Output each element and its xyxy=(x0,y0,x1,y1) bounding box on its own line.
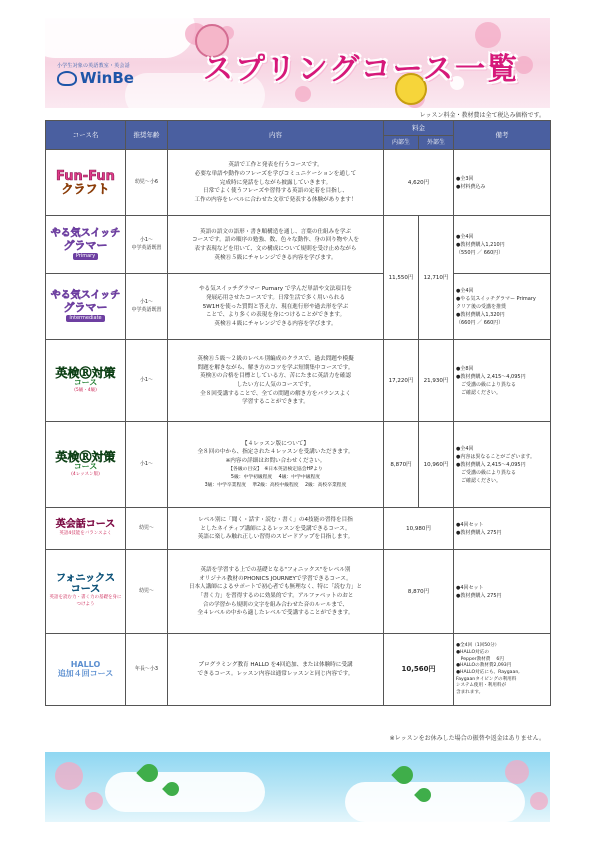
fee-external-cell: 10,960円 xyxy=(419,422,454,508)
course-level-tag: 英語4技能をバランスよく xyxy=(59,530,112,536)
fee-external-cell: 21,930円 xyxy=(419,340,454,422)
remarks-cell: ●全4回 ●教材費購入1,210円 （550円 ／ 660円） xyxy=(454,216,551,274)
course-level-tag: 英語を読む力・書く力の基礎を身につけよう xyxy=(49,595,122,608)
remarks-cell: ●全4回 ●やる気スイッチグラマー Primary クリア後の受講を推奨 ●教材費購入1,320円 （660円 ／ 660円） xyxy=(454,274,551,340)
table-row xyxy=(46,422,551,508)
content-cell xyxy=(168,422,384,508)
grade-item: 準2級：高校中級程度 xyxy=(252,482,299,488)
course-name-cell xyxy=(46,508,126,550)
cloud-decoration xyxy=(45,18,195,58)
course-name-cell xyxy=(46,150,126,216)
cherry-blossom-icon xyxy=(55,762,83,790)
table-row xyxy=(46,508,551,550)
cherry-blossom-icon xyxy=(295,86,311,102)
content-cell: 英語で工作と発表を行うコースです。 必要な単語や動作のフレーズを学びコミュニケーションを通して 完成時に発話をしながら披露していきます。 日常でよく使うフレーズや習得する英語の定着を目指し、 工作の内容をレベルに合わせた文章で発表する体験があります！ xyxy=(168,150,384,216)
cherry-blossom-icon xyxy=(505,760,529,784)
fee-cell: 4,620円 xyxy=(384,150,454,216)
course-name-cell xyxy=(46,634,126,706)
table-row xyxy=(46,216,551,274)
course-name-cell xyxy=(46,340,126,422)
course-level-tag: Primary xyxy=(73,253,98,261)
price-note: レッスン料金・教材費は全て税込み価格です。 xyxy=(419,112,545,119)
col-fee-header: 料金 xyxy=(384,121,454,136)
fee-member-cell: 11,550円 xyxy=(384,216,419,340)
course-name-line2: コース xyxy=(73,462,98,472)
course-name-line1: Fun-Fun xyxy=(56,168,115,184)
table-row xyxy=(46,550,551,634)
cloud-decoration xyxy=(105,772,265,812)
table-row xyxy=(46,274,551,340)
col-course-header: コース名 xyxy=(46,121,126,150)
grade-item: 3級：中学卒業程度 xyxy=(204,482,247,488)
course-name-line2: グラマー xyxy=(63,238,108,252)
age-cell: 年長～小3 xyxy=(126,634,168,706)
course-level-tag: (4レッスン版) xyxy=(71,471,100,477)
fee-cell: 10,560円 xyxy=(384,634,454,706)
cloud-decoration xyxy=(345,782,525,822)
brand-logo xyxy=(57,62,134,87)
fee-member-cell: 8,870円 xyxy=(384,422,419,508)
age-cell: 幼児～ xyxy=(126,550,168,634)
age-cell: 小1～ xyxy=(126,340,168,422)
col-remarks-header: 備考 xyxy=(454,121,551,150)
age-cell: 小1～ 中学英語既習 xyxy=(126,274,168,340)
age-cell: 小1～ 中学英語既習 xyxy=(126,216,168,274)
remarks-cell: ●4回セット ●教材費購入 275円 xyxy=(454,550,551,634)
course-name-line2: 追加４回コース xyxy=(57,668,114,678)
grades-title: 【各級の目安】 ※日本英語検定協会HPより xyxy=(228,466,323,472)
fee-member-cell: 17,220円 xyxy=(384,340,419,422)
course-name-line1: HALLO xyxy=(70,660,101,670)
cherry-blossom-icon xyxy=(85,792,103,810)
table-header-row xyxy=(46,121,551,136)
col-content-header: 内容 xyxy=(168,121,384,150)
remarks-cell: ●4回セット ●教材費購入 275円 xyxy=(454,508,551,550)
age-cell: 幼児～ xyxy=(126,508,168,550)
course-name-line1: 英検Ⓡ対策 xyxy=(55,365,116,380)
course-table xyxy=(45,120,551,706)
page-title: スプリングコース一覧 xyxy=(203,52,520,87)
course-name-line2: グラマー xyxy=(63,300,108,314)
fee-external-cell: 12,710円 xyxy=(419,216,454,340)
grade-item: 5級：中学初級程度 xyxy=(230,474,273,480)
course-name-line1: やる気スイッチ xyxy=(50,228,121,240)
content-cell: 英語を学習する上での基礎となる"フォニックス"をレベル別 オリジナル教材のPHONICS JOURNEYで学習できるコース。 日本人講師によるサポートで初心者でも無理なく、特に「読む力」と 「書く力」を習得するのに効果的です。アルファベットのおと 合の学習から規則の文字を組み合わせた音のルールまで、 全４レベルの中から適したレベルで受講することができます。 xyxy=(168,550,384,634)
course-name-line1: 英検Ⓡ対策 xyxy=(55,449,116,464)
course-name-line2: クラフト xyxy=(61,182,110,197)
course-name-line1: 英会話コース xyxy=(55,519,116,531)
course-name-cell xyxy=(46,274,126,340)
content-cell: やる気スイッチグラマー Pumary で学んだ単語や文法項目を 発展応用させたコースです。日常生活で多く用いられる 5W1Hを使った質問と答え方、現在進行形や過去形を学ぶ ことで、より多くの表現を身につけることができます。 英検Ⓡ４級にチャレンジできる内容を学びます。 xyxy=(168,274,384,340)
course-name-line2: コース xyxy=(70,583,101,595)
remarks-cell: ●全4回（1回50分） ●HALLO対応の Pepper教材費 6円 ●HALLOの教材費2,093円 ●HALLO対応にも、Raygaan, Faygaanタイピングの利用料 システム使用・利用料が 含まれます。 xyxy=(454,634,551,706)
content-text: 全８回の中から、指定された４レッスンを受講いただきます。 ※内容の詳細はお問い合わせください。 xyxy=(197,449,354,464)
col-fee-external-header: 外部生 xyxy=(419,136,454,150)
table-row xyxy=(46,340,551,422)
content-cell: 英語の語文の語形・書き順構造を通し、言葉の仕組みを学ぶ コースです。語の順序の勉強、数、色々な動作、身の回り物や人を 表す表現などを用いて、文の構成について規則を受け止めながら 英検Ⓡ５級にチャレンジできる内容を学びます。 xyxy=(168,216,384,274)
remarks-cell: ●全8回 ●教材費購入 2,415～4,095円 ご受講の級により異なる ご確認ください。 xyxy=(454,340,551,422)
grades-list xyxy=(170,474,381,490)
content-cell: レベル別に「聞く・話す・読む・書く」の4技能の習得を目指 としたネイティブ講師によるレッスンを受講できるコース。 英語に楽しみ触れ正しい習得のスピードアップを目指します。 xyxy=(168,508,384,550)
content-cell: 英検Ⓡ５級～２級のレベル別編成のクラスで、過去問題や模擬 問題を解きながら、解き方のコツを学ぶ短期集中コースです。 英検Ⓡの合格を目標としている方、苦にたまに英語力を確認 したい方に人気のコースです。 全８回受講することで、全ての問題の解き方をバランスよく 学習することができます。 xyxy=(168,340,384,422)
course-name-cell xyxy=(46,550,126,634)
grade-item: 2級：高校卒業程度 xyxy=(304,482,347,488)
col-age-header: 推奨年齢 xyxy=(126,121,168,150)
age-cell: 小1～ xyxy=(126,422,168,508)
course-name-line1: やる気スイッチ xyxy=(50,290,121,302)
logo-text: WinBe xyxy=(80,69,134,87)
grade-item: 4級：中学中級程度 xyxy=(278,474,321,480)
course-name-cell xyxy=(46,216,126,274)
course-name-line1: フォニックス xyxy=(56,573,115,585)
footer-banner xyxy=(45,752,550,822)
cherry-blossom-icon xyxy=(530,792,548,810)
course-name-cell xyxy=(46,422,126,508)
course-name-line2: コース xyxy=(73,378,98,388)
remarks-cell: ●全3回 ●材料費込み xyxy=(454,150,551,216)
col-fee-member-header: 内部生 xyxy=(384,136,419,150)
table-row xyxy=(46,634,551,706)
refund-note: ※レッスンをお休みした場合の振替や返金はありません。 xyxy=(389,735,545,742)
header-banner xyxy=(45,18,550,108)
age-cell: 幼児～小6 xyxy=(126,150,168,216)
table-row xyxy=(46,150,551,216)
content-cell: プログラミング教育 HALLO を4回追加、または体験時に受講 できるコース。レッスン内容は通常レッスンと同じ内容です。 xyxy=(168,634,384,706)
fee-cell: 10,980円 xyxy=(384,508,454,550)
fee-cell: 8,870円 xyxy=(384,550,454,634)
winbe-logo-icon xyxy=(57,71,77,86)
course-level-tag: Intermediate xyxy=(66,315,104,323)
remarks-cell: ●全4回 ●内容は異なることがございます。 ●教材費購入 2,415～4,095円 ご受講の級により異なる ご確認ください。 xyxy=(454,422,551,508)
course-level-tag: (5級・4級) xyxy=(74,387,97,393)
content-subtitle: 【４レッスン版について】 xyxy=(242,440,309,447)
logo-subtitle: 小学生対象の英語教室・英会話 xyxy=(57,63,130,69)
